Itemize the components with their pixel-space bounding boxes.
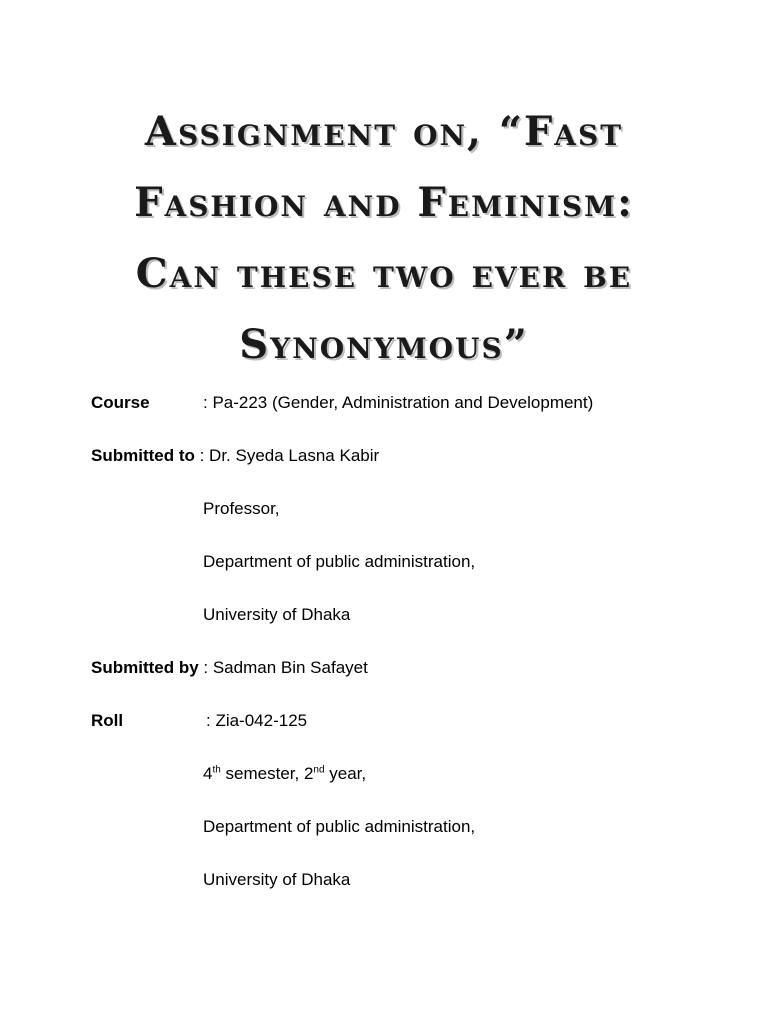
title-line-4: Synonymous” bbox=[239, 321, 529, 368]
semester-number: 4 bbox=[203, 764, 213, 783]
semester-suffix: th bbox=[212, 764, 221, 776]
submitted-to-row bbox=[91, 446, 379, 466]
title-line-3: Can these two ever be bbox=[135, 250, 633, 297]
roll-dept-line: Department of public administration, bbox=[203, 817, 476, 836]
title-line-1: Assignment on, “Fast bbox=[144, 108, 624, 155]
submitted-to-label: Submitted to bbox=[91, 446, 195, 465]
semester-line bbox=[203, 764, 366, 784]
course-label: Course bbox=[91, 393, 150, 412]
submitted-to-line-1: Professor, bbox=[203, 499, 280, 518]
roll-row bbox=[91, 711, 123, 731]
submitted-to-line-3: University of Dhaka bbox=[203, 605, 351, 624]
submitted-by-row bbox=[91, 658, 368, 678]
title-line-2: Fashion and Feminism: bbox=[134, 179, 634, 226]
semester-text: semester, 2 bbox=[220, 764, 314, 783]
submitted-to-value: : Dr. Syeda Lasna Kabir bbox=[194, 446, 380, 465]
course-row bbox=[91, 393, 150, 413]
roll-value: : Zia-042-125 bbox=[206, 711, 308, 730]
roll-label: Roll bbox=[91, 711, 124, 730]
submitted-by-label: Submitted by bbox=[91, 658, 199, 677]
roll-university-line: University of Dhaka bbox=[203, 870, 351, 889]
year-text: year, bbox=[324, 764, 367, 783]
year-suffix: nd bbox=[313, 764, 325, 776]
document-title bbox=[60, 96, 708, 380]
submitted-by-value: : Sadman Bin Safayet bbox=[198, 658, 368, 677]
submitted-to-line-2: Department of public administration, bbox=[203, 552, 476, 571]
course-value: : Pa-223 (Gender, Administration and Development) bbox=[203, 393, 594, 412]
